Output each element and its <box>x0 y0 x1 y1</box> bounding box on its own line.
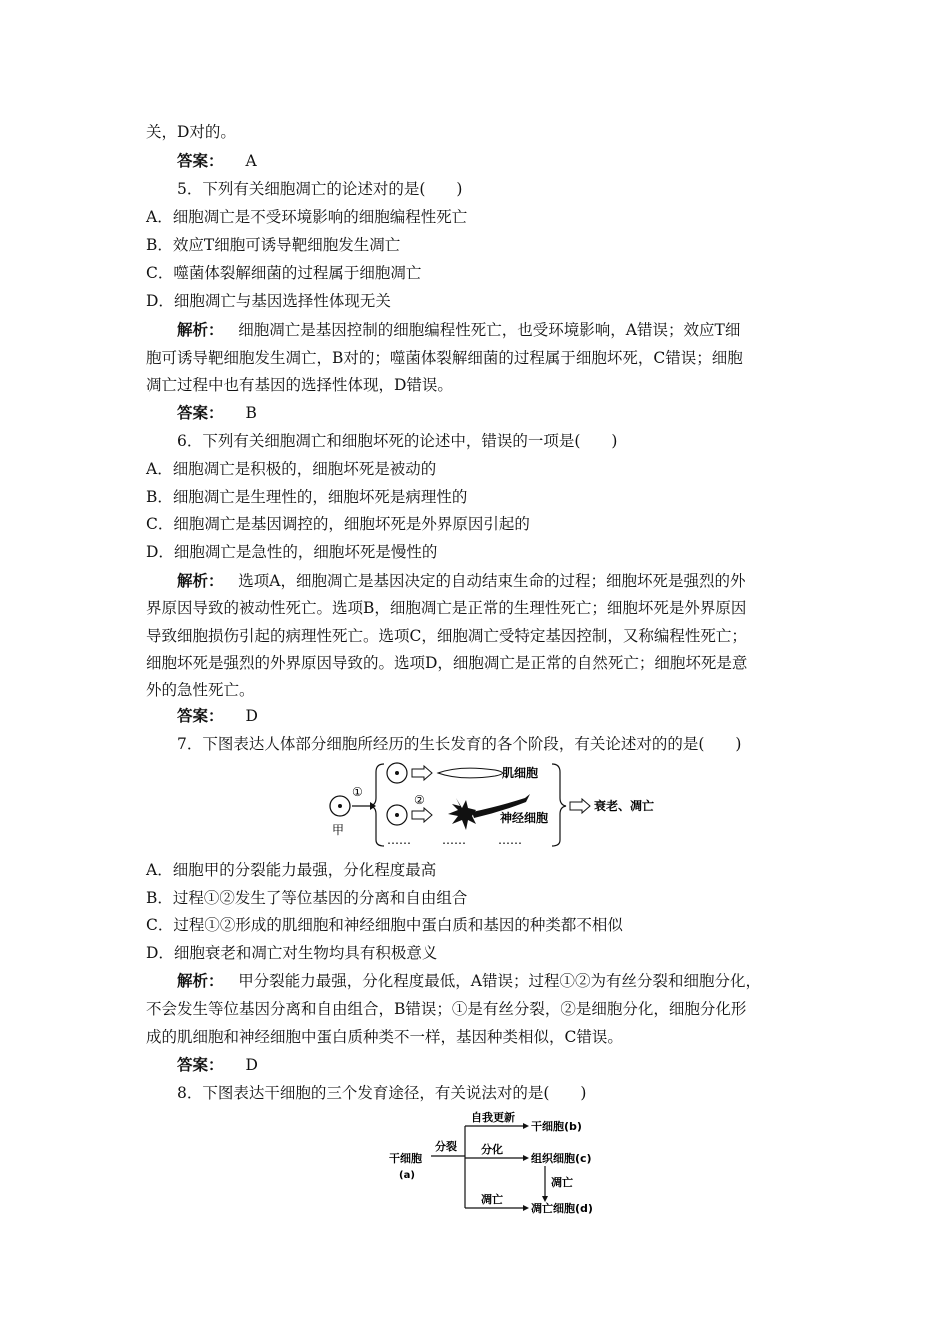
answer-label: 答案： <box>177 151 224 170</box>
aging-apoptosis-label: 衰老、凋亡 <box>594 799 655 813</box>
q6-option-d: D．细胞凋亡是急性的，细胞坏死是慢性的 <box>146 543 438 561</box>
stem-cell-b-label: 干细胞(b) <box>531 1120 582 1133</box>
differentiate-label: 分化 <box>481 1143 503 1156</box>
q7-analysis-line-1: 解析： 甲分裂能力最强，分化程度最低，A错误；过程①②为有丝分裂和细胞分化， <box>177 971 761 990</box>
ellipsis: …… <box>498 833 522 847</box>
q6-option-c: C．细胞凋亡是基因调控的，细胞坏死是外界原因引起的 <box>146 515 530 533</box>
q6-analysis-line-1: 解析： 选项A，细胞凋亡是基因决定的自动结束生命的过程；细胞坏死是强烈的外 <box>177 571 746 590</box>
q7-analysis-line-2: 不会发生等位基因分离和自由组合，B错误；①是有丝分裂，②是细胞分化，细胞分化形 <box>146 1000 747 1018</box>
stem-cell-a-label: 干细胞 <box>389 1152 422 1165</box>
q5-option-d: D．细胞凋亡与基因选择性体现无关 <box>146 292 391 310</box>
answer-value: D <box>245 707 258 725</box>
q6-option-b: B．细胞凋亡是生理性的，细胞坏死是病理性的 <box>146 488 468 506</box>
hollow-arrow-icon <box>570 799 590 813</box>
q5-option-a: A．细胞凋亡是不受环境影响的细胞编程性死亡 <box>146 208 468 226</box>
q6-stem: 6．下列有关细胞凋亡和细胞坏死的论述中，错误的一项是( ) <box>177 432 618 450</box>
q6-answer <box>177 706 258 726</box>
q5-analysis-line-1: 解析： 细胞凋亡是基因控制的细胞编程性死亡，也受环境影响，A错误；效应T细 <box>177 320 741 339</box>
right-brace <box>552 764 566 846</box>
nerve-cell-label: 神经细胞 <box>500 811 549 825</box>
q5-analysis-line-3: 凋亡过程中也有基因的选择性体现，D错误。 <box>146 376 453 394</box>
apoptotic-cell-d-label: 凋亡细胞(d) <box>531 1202 593 1215</box>
tissue-cell-c-label: 组织细胞(c) <box>531 1152 592 1165</box>
q7-option-c: C．过程①②形成的肌细胞和神经细胞中蛋白质和基因的种类都不相似 <box>146 916 623 934</box>
q7-answer <box>177 1055 258 1075</box>
self-renew-label: 自我更新 <box>471 1111 515 1124</box>
answer-value: A <box>245 152 257 170</box>
answer-label: 答案： <box>177 706 224 725</box>
q6-analysis-line-5: 外的急性死亡。 <box>146 681 255 699</box>
hollow-arrow-icon <box>412 766 432 780</box>
muscle-cell-icon <box>438 768 503 778</box>
answer-label: 答案： <box>177 403 224 422</box>
analysis-label: 解析： <box>177 571 224 590</box>
left-brace <box>370 764 384 846</box>
ellipsis: …… <box>442 833 466 847</box>
analysis-label: 解析： <box>177 971 224 990</box>
analysis-label: 解析： <box>177 320 224 339</box>
q7-option-a: A．细胞甲的分裂能力最强，分化程度最高 <box>146 861 437 879</box>
step-2-label: ② <box>414 793 425 807</box>
q4-answer <box>177 151 257 171</box>
step-1-label: ① <box>352 785 363 799</box>
muscle-cell-label: 肌细胞 <box>502 766 539 780</box>
q5-analysis-line-2: 胞可诱导靶细胞发生凋亡，B对的；噬菌体裂解细菌的过程属于细胞坏死，C错误；细胞 <box>146 349 743 367</box>
q5-option-b: B．效应T细胞可诱导靶细胞发生凋亡 <box>146 236 401 254</box>
divide-label: 分裂 <box>435 1140 457 1153</box>
q6-analysis-line-2: 界原因导致的被动性死亡。选项B，细胞凋亡是正常的生理性死亡；细胞坏死是外界原因 <box>146 599 747 617</box>
apoptosis-vertical-label: 凋亡 <box>551 1176 573 1189</box>
q7-stem: 7．下图表达人体部分细胞所经历的生长发育的各个阶段，有关论述对的的是( ) <box>177 735 742 753</box>
previous-analysis-tail: 关，D对的。 <box>146 123 236 141</box>
q7-analysis-line-3: 成的肌细胞和神经细胞中蛋白质种类不一样，基因种类相似，C错误。 <box>146 1028 623 1046</box>
cell-jia-label: 甲 <box>332 823 345 837</box>
cell-development-diagram <box>320 758 670 850</box>
q6-analysis-line-4: 细胞坏死是强烈的外界原因导致的。选项D，细胞凋亡是正常的自然死亡；细胞坏死是意 <box>146 654 748 672</box>
answer-value: D <box>245 1056 258 1074</box>
q7-option-b: B．过程①②发生了等位基因的分离和自由组合 <box>146 889 468 907</box>
q5-stem: 5．下列有关细胞凋亡的论述对的是( ) <box>177 180 463 198</box>
stem-cell-pathway-diagram <box>385 1108 615 1220</box>
q5-option-c: C．噬菌体裂解细菌的过程属于细胞凋亡 <box>146 264 422 282</box>
stem-cell-a-tag: (a) <box>399 1170 415 1181</box>
q7-option-d: D．细胞衰老和凋亡对生物均具有积极意义 <box>146 944 438 962</box>
q6-option-a: A．细胞凋亡是积极的，细胞坏死是被动的 <box>146 460 437 478</box>
apoptosis-label: 凋亡 <box>481 1193 503 1206</box>
q5-answer <box>177 403 257 423</box>
hollow-arrow-icon <box>412 808 432 822</box>
ellipsis: …… <box>387 833 411 847</box>
answer-label: 答案： <box>177 1055 224 1074</box>
answer-value: B <box>245 404 257 422</box>
q8-stem: 8．下图表达干细胞的三个发育途径，有关说法对的是( ) <box>177 1084 587 1102</box>
q6-analysis-line-3: 导致细胞损伤引起的病理性死亡。选项C，细胞凋亡受特定基因控制，又称编程性死亡； <box>146 627 747 645</box>
